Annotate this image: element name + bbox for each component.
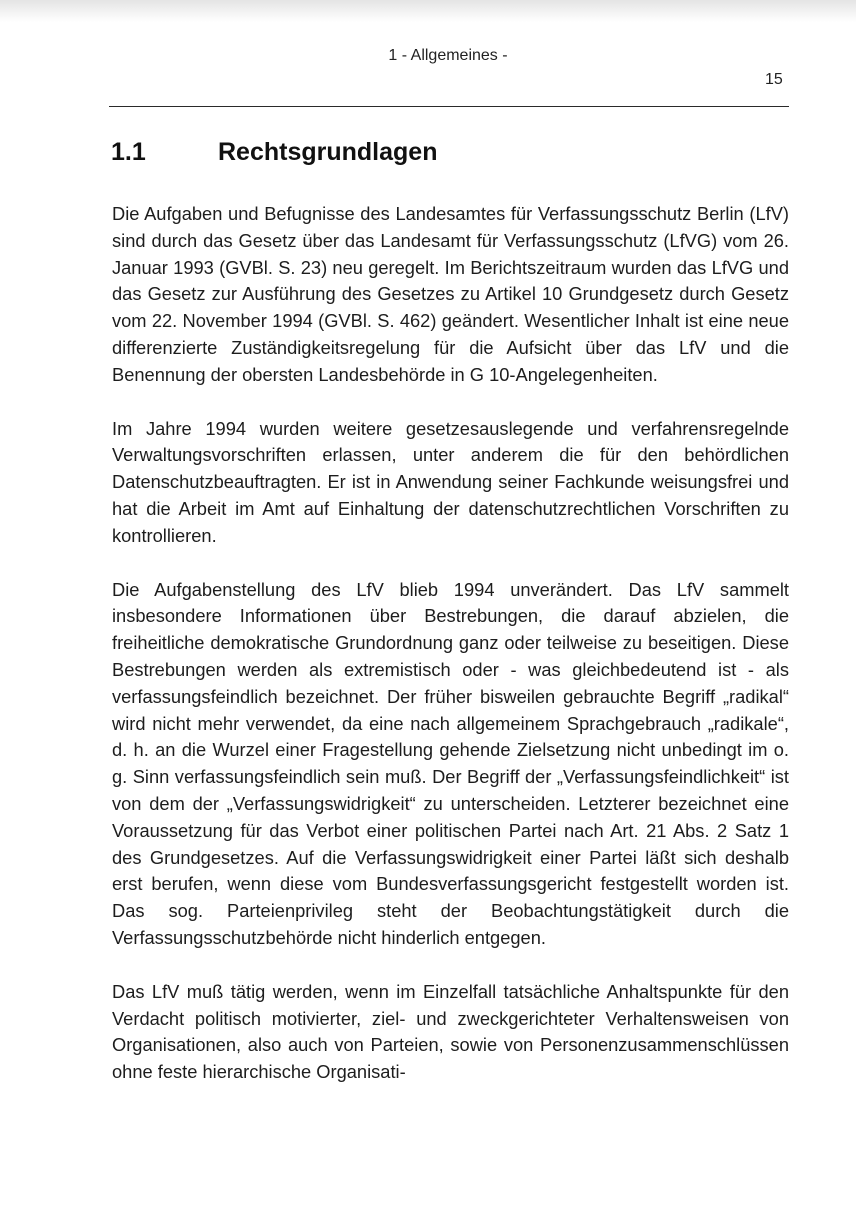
running-head: 1 - Allgemeines -: [388, 47, 508, 64]
section-heading: [111, 138, 437, 167]
scan-shadow: [0, 0, 856, 22]
page-number: 15: [765, 71, 783, 88]
paragraph: Das LfV muß tätig werden, wenn im Einzelfall tatsächliche Anhaltspunkte für den Verdacht politisch motivierter, ziel- und zweckgerichteter Verhaltensweisen von Organisationen, also auch von Parteien, sowie von Personenzusammenschlüssen ohne feste hierarchische Organisati-: [112, 980, 789, 1083]
section-number: 1.1: [111, 138, 146, 166]
body-text: [112, 201, 789, 1086]
paragraph: Die Aufgaben und Befugnisse des Landesamtes für Verfassungsschutz Berlin (LfV) sind durch das Gesetz über das Landesamt für Verfassungsschutz (LfVG) vom 26. Januar 1993 (GVBl. S. 23) neu geregelt. Im Berichtszeitraum wurden das LfVG und das Gesetz zur Ausführung des Gesetzes zu Artikel 10 Grundgesetz durch Gesetz vom 22. November 1994 (GVBl. S. 462) geändert. Wesentlicher Inhalt ist eine neue differenzierte Zuständigkeitsregelung für die Aufsicht über das LfV und die Benennung der obersten Landesbehörde in G 10-Angelegenheiten.: [112, 203, 789, 385]
paragraph: Die Aufgabenstellung des LfV blieb 1994 unverändert. Das LfV sammelt insbesondere Informationen über Bestrebungen, die darauf abzielen, die freiheitliche demokratische Grundordnung ganz oder teilweise zu beseitigen. Diese Bestrebungen werden als extremistisch oder - was gleichbedeutend ist - als verfassungsfeindlich bezeichnet. Der früher bisweilen gebrauchte Begriff „radikal“ wird nicht mehr verwendet, da eine nach allgemeinem Sprachgebrauch „radikale“, d. h. an die Wurzel einer Fragestellung gehende Zielsetzung nicht unbedingt im o. g. Sinn verfassungsfeindlich sein muß. Der Begriff der „Verfassungsfeindlichkeit“ ist von dem der „Verfassungswidrigkeit“ zu unterscheiden. Letzterer bezeichnet eine Voraussetzung für das Verbot einer politischen Partei nach Art. 21 Abs. 2 Satz 1 des Grundgesetzes. Auf die Verfassungswidrigkeit einer Partei läßt sich deshalb erst berufen, wenn diese vom Bundesverfassungsgericht festgestellt worden ist. Das sog. Parteienprivileg steht der Beobachtungstätigkeit durch die Verfassungsschutzbehörde nicht hinderlich entgegen.: [112, 578, 789, 948]
section-title: Rechtsgrundlagen: [218, 138, 438, 166]
header-rule: [109, 106, 789, 107]
paragraph: Im Jahre 1994 wurden weitere gesetzesauslegende und verfahrensregelnde Verwaltungsvorschriften erlassen, unter anderem die für den behördlichen Datenschutzbeauftragten. Er ist in Anwendung seiner Fachkunde weisungsfrei und hat die Arbeit im Amt auf Einhaltung der datenschutzrechtlichen Vorschriften zu kontrollieren.: [112, 417, 789, 546]
